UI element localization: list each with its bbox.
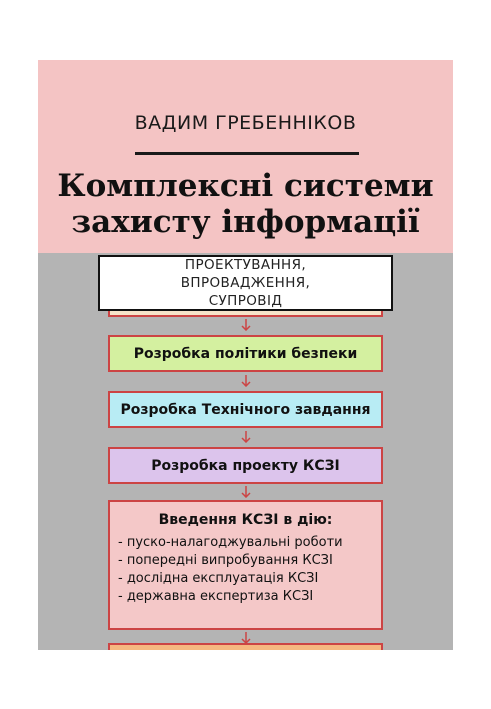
flowchart-step-technical-spec <box>108 391 383 428</box>
subtitle-box <box>98 255 393 311</box>
flowchart-next-box-edge <box>108 643 383 650</box>
flowchart-step-security-policy <box>108 335 383 372</box>
step-item-list <box>110 534 343 606</box>
step-label: Розробка політики безпеки <box>133 345 358 362</box>
arrow-down-icon <box>241 375 251 387</box>
list-item: - пуско-налагоджувальні роботи <box>118 535 343 550</box>
list-item: - державна експертиза КСЗІ <box>118 589 314 604</box>
step-title: Введення КСЗІ в дію: <box>158 512 333 528</box>
step-label: Розробка проекту КСЗІ <box>151 457 340 474</box>
divider-line <box>135 152 359 155</box>
book-cover <box>38 60 453 650</box>
flowchart-top-box-edge <box>108 311 383 317</box>
list-item: - попередні випробування КСЗІ <box>118 553 333 568</box>
arrow-down-icon <box>241 319 251 331</box>
title-line-1: Комплексні системи <box>57 168 434 204</box>
cover-header <box>38 60 453 253</box>
arrow-down-icon <box>241 486 251 498</box>
book-title <box>38 168 453 240</box>
subtitle <box>121 256 371 310</box>
subtitle-line-2: СУПРОВІД <box>208 293 283 309</box>
flowchart-step-project <box>108 447 383 484</box>
arrow-down-icon <box>241 431 251 443</box>
step-label: Розробка Технічного завдання <box>120 401 371 418</box>
list-item: - дослідна експлуатація КСЗІ <box>118 571 319 586</box>
subtitle-line-1: ПРОЕКТУВАННЯ, ВПРОВАДЖЕННЯ, <box>180 257 311 291</box>
flowchart-step-commissioning <box>108 500 383 630</box>
title-line-2: захисту інформації <box>71 204 420 240</box>
author-name: ВАДИМ ГРЕБЕННІКОВ <box>134 112 357 134</box>
